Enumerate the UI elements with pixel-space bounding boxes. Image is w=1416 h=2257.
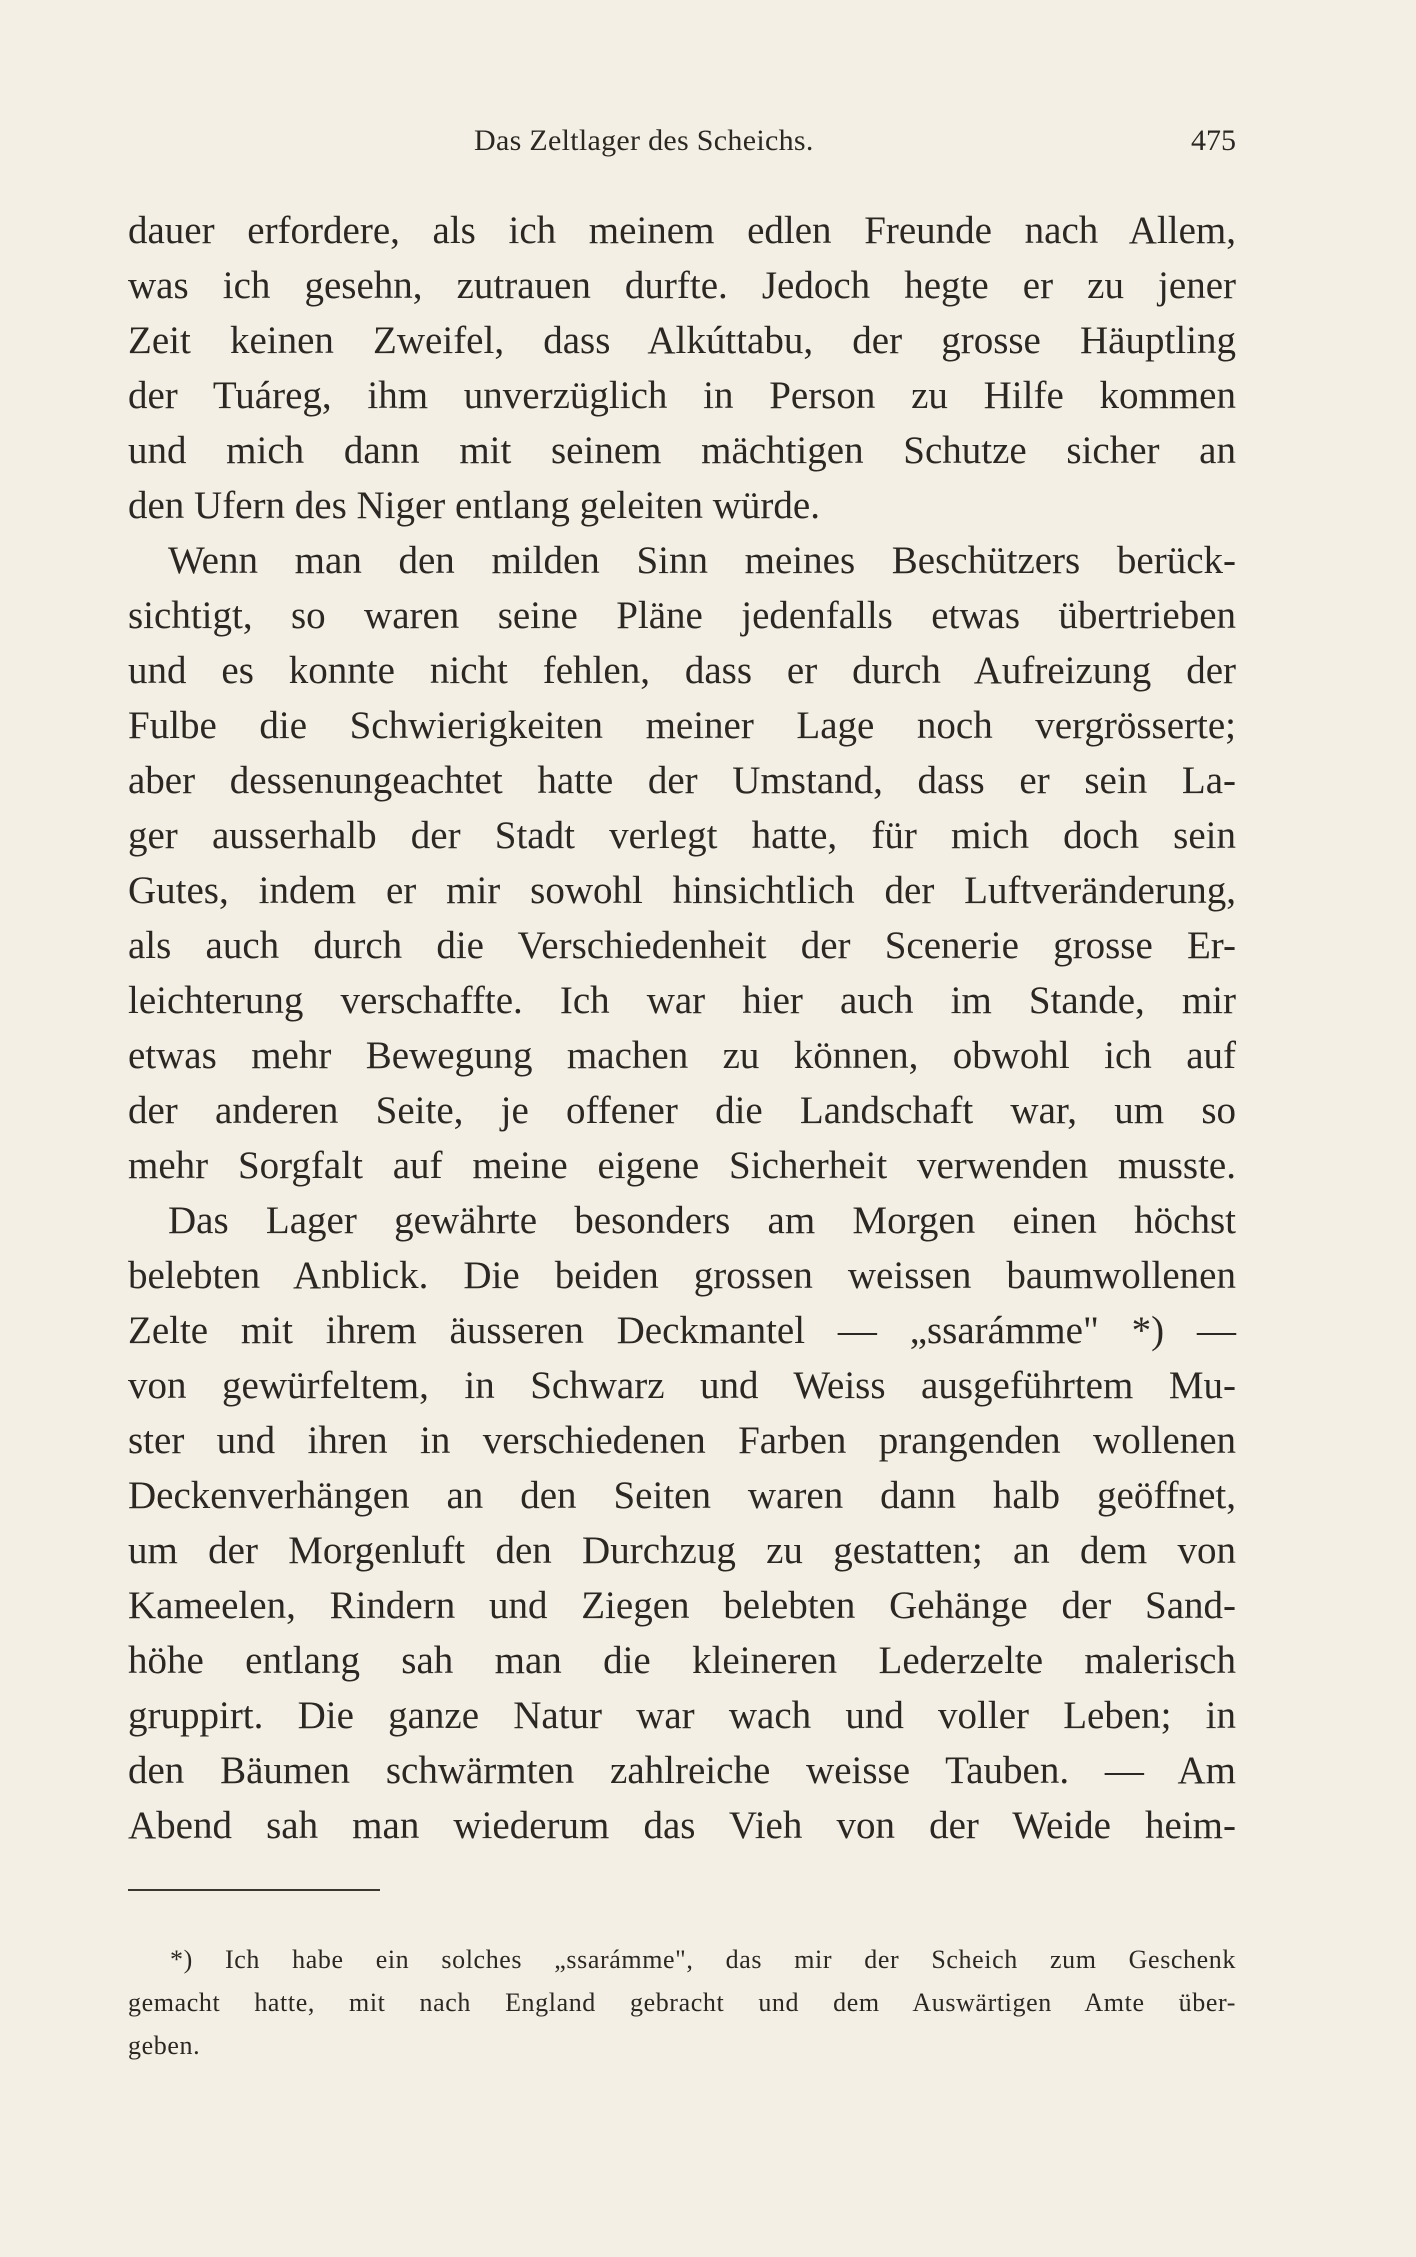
footnote xyxy=(128,1938,1236,2067)
footnote-line: *) Ich habe ein solches „ssarámme", das mir der Scheich zum Geschenk xyxy=(170,1945,1236,1974)
text-line: aber dessenungeachtet hatte der Umstand, dass er sein La- xyxy=(128,759,1236,802)
text-line: Fulbe die Schwierigkeiten meiner Lage noch vergrösserte; xyxy=(128,704,1236,747)
text-line: ger ausserhalb der Stadt verlegt hatte, für mich doch sein xyxy=(128,814,1236,857)
text-line: den Ufern des Niger entlang geleiten würde. xyxy=(128,484,820,527)
text-line: belebten Anblick. Die beiden grossen weissen baumwollenen xyxy=(128,1254,1236,1297)
text-line: den Bäumen schwärmten zahlreiche weisse Tauben. — Am xyxy=(128,1749,1236,1792)
text-line: leichterung verschaffte. Ich war hier auch im Stande, mir xyxy=(128,979,1236,1022)
text-line: dauer erfordere, als ich meinem edlen Freunde nach Allem, xyxy=(128,209,1236,252)
footnote-line: geben. xyxy=(128,2031,201,2060)
footnote-divider xyxy=(128,1889,380,1891)
body-text xyxy=(128,203,1236,1853)
text-line: gruppirt. Die ganze Natur war wach und voller Leben; in xyxy=(128,1694,1236,1737)
text-line: Zelte mit ihrem äusseren Deckmantel — „ssarámme" *) — xyxy=(128,1309,1236,1352)
footnote-line: gemacht hatte, mit nach England gebracht und dem Auswärtigen Amte über- xyxy=(128,1988,1236,2017)
text-line: mehr Sorgfalt auf meine eigene Sicherheit verwenden musste. xyxy=(128,1144,1236,1187)
text-line: von gewürfeltem, in Schwarz und Weiss ausgeführtem Mu- xyxy=(128,1364,1236,1407)
text-line: sichtigt, so waren seine Pläne jedenfalls etwas übertrieben xyxy=(128,594,1236,637)
text-line: Gutes, indem er mir sowohl hinsichtlich der Luftveränderung, xyxy=(128,869,1236,912)
text-line: Kameelen, Rindern und Ziegen belebten Gehänge der Sand- xyxy=(128,1584,1236,1627)
text-line: und mich dann mit seinem mächtigen Schutze sicher an xyxy=(128,429,1236,472)
text-line: etwas mehr Bewegung machen zu können, obwohl ich auf xyxy=(128,1034,1236,1077)
text-line: höhe entlang sah man die kleineren Lederzelte malerisch xyxy=(128,1639,1236,1682)
running-title: Das Zeltlager des Scheichs. xyxy=(474,124,814,157)
running-header xyxy=(128,124,1236,174)
text-line: um der Morgenluft den Durchzug zu gestatten; an dem von xyxy=(128,1529,1236,1572)
text-line: Deckenverhängen an den Seiten waren dann halb geöffnet, xyxy=(128,1474,1236,1517)
text-line: Wenn man den milden Sinn meines Beschützers berück- xyxy=(168,539,1236,582)
text-line: Abend sah man wiederum das Vieh von der Weide heim- xyxy=(128,1804,1236,1847)
text-line: und es konnte nicht fehlen, dass er durch Aufreizung der xyxy=(128,649,1236,692)
text-line: ster und ihren in verschiedenen Farben prangenden wollenen xyxy=(128,1419,1236,1462)
text-line: was ich gesehn, zutrauen durfte. Jedoch hegte er zu jener xyxy=(128,264,1236,307)
text-line: als auch durch die Verschiedenheit der Scenerie grosse Er- xyxy=(128,924,1236,967)
text-line: Zeit keinen Zweifel, dass Alkúttabu, der grosse Häuptling xyxy=(128,319,1236,362)
page-number: 475 xyxy=(1191,124,1236,157)
text-line: der Tuáreg, ihm unverzüglich in Person zu Hilfe kommen xyxy=(128,374,1236,417)
text-line: der anderen Seite, je offener die Landschaft war, um so xyxy=(128,1089,1236,1132)
text-line: Das Lager gewährte besonders am Morgen einen höchst xyxy=(168,1199,1236,1242)
